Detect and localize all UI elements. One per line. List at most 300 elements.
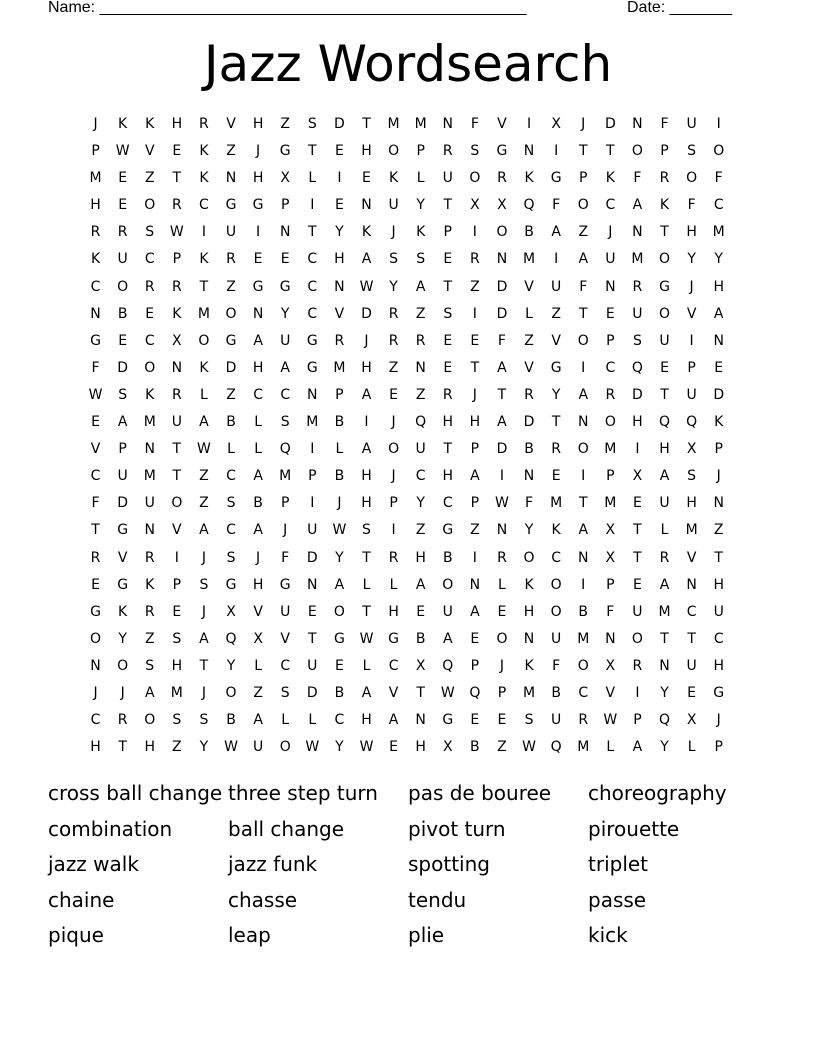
grid-letter: F	[91, 359, 100, 376]
grid-letter: U	[659, 332, 670, 349]
grid-letter: M	[523, 684, 536, 701]
grid-letter: M	[89, 170, 102, 187]
grid-letter: O	[496, 630, 508, 647]
grid-letter: R	[388, 332, 399, 349]
grid-row	[82, 517, 734, 544]
grid-letter: S	[443, 305, 453, 322]
grid-letter: V	[117, 549, 128, 566]
grid-letter: A	[361, 684, 372, 701]
grid-letter: L	[254, 441, 263, 458]
grid-letter: L	[687, 739, 696, 756]
grid-letter: Q	[686, 414, 698, 431]
grid-letter: B	[334, 468, 345, 485]
grid-letter: G	[496, 143, 508, 160]
grid-letter: Q	[469, 684, 481, 701]
grid-letter: D	[632, 386, 643, 403]
grid-letter: B	[470, 739, 480, 756]
grid-letter: T	[606, 143, 615, 160]
grid-letter: L	[281, 712, 290, 729]
grid-letter: N	[334, 278, 345, 295]
grid-letter: M	[577, 630, 590, 647]
grid-letter: S	[199, 712, 209, 729]
grid-letter: J	[499, 657, 505, 674]
grid-letter: J	[689, 278, 694, 295]
grid-letter: R	[659, 170, 670, 187]
grid-letter: C	[226, 468, 236, 485]
grid-letter: J	[93, 684, 98, 701]
grid-letter: S	[280, 684, 290, 701]
grid-letter: M	[279, 468, 292, 485]
grid-letter: C	[307, 251, 318, 268]
grid-letter: X	[172, 332, 182, 349]
grid-letter: R	[497, 549, 507, 566]
grid-letter: Y	[687, 251, 696, 268]
grid-letter: H	[659, 441, 670, 458]
grid-letter: W	[440, 684, 455, 701]
grid-letter: L	[660, 522, 669, 539]
grid-letter: O	[550, 603, 562, 620]
grid-letter: S	[226, 495, 236, 512]
grid-letter: M	[604, 495, 617, 512]
grid-letter: U	[659, 495, 670, 512]
grid-letter: Z	[470, 278, 480, 295]
grid-letter: N	[361, 197, 372, 214]
grid-letter: U	[280, 332, 291, 349]
grid-letter: R	[442, 143, 453, 160]
grid-row	[82, 301, 734, 328]
grid-row	[82, 680, 734, 707]
grid-letter: X	[497, 197, 507, 214]
grid-letter: E	[551, 468, 561, 485]
grid-letter: I	[472, 305, 477, 322]
grid-letter: M	[414, 116, 427, 132]
word-bank-item: ball change	[228, 816, 345, 841]
grid-letter: C	[144, 251, 155, 268]
grid-letter: G	[90, 603, 101, 620]
grid-letter: P	[714, 739, 723, 756]
grid-letter: H	[361, 468, 372, 485]
grid-letter: C	[605, 359, 616, 376]
grid-letter: N	[496, 251, 508, 268]
grid-letter: J	[283, 522, 288, 539]
grid-letter: E	[632, 495, 642, 512]
grid-letter: F	[633, 170, 642, 187]
grid-letter: E	[443, 332, 453, 349]
grid-letter: B	[226, 414, 236, 431]
grid-letter: B	[334, 684, 345, 701]
grid-letter: G	[279, 576, 291, 593]
grid-letter: A	[470, 468, 480, 485]
grid-letter: H	[252, 576, 264, 593]
grid-letter: C	[307, 278, 318, 295]
grid-letter: T	[687, 630, 696, 647]
grid-letter: C	[90, 278, 101, 295]
grid-letter: K	[199, 359, 209, 376]
grid-letter: H	[144, 739, 155, 756]
grid-letter: Y	[416, 197, 425, 214]
grid-letter: J	[364, 332, 369, 349]
grid-letter: L	[308, 170, 317, 187]
grid-letter: A	[280, 359, 290, 376]
grid-letter: D	[117, 359, 129, 376]
grid-letter: B	[415, 630, 426, 647]
grid-letter: V	[280, 630, 290, 647]
grid-letter: E	[632, 576, 642, 593]
word-bank-item: three step turn	[228, 781, 378, 805]
grid-letter: D	[117, 495, 129, 512]
grid-letter: T	[443, 197, 453, 214]
grid-letter: M	[712, 224, 725, 241]
grid-letter: C	[442, 495, 453, 512]
grid-letter: Z	[713, 522, 724, 539]
grid-letter: H	[686, 495, 697, 512]
grid-letter: U	[171, 414, 182, 431]
grid-letter: A	[578, 386, 589, 403]
grid-letter: G	[388, 630, 399, 647]
grid-letter: G	[442, 712, 454, 729]
grid-letter: G	[306, 359, 318, 376]
grid-letter: H	[361, 712, 372, 729]
grid-letter: E	[172, 143, 182, 160]
grid-letter: C	[280, 386, 291, 403]
grid-letter: Z	[578, 224, 589, 241]
grid-letter: N	[686, 576, 697, 593]
grid-letter: I	[635, 441, 640, 458]
grid-letter: J	[120, 684, 125, 701]
grid-letter: E	[714, 359, 724, 376]
grid-letter: H	[632, 414, 643, 431]
grid-letter: N	[307, 576, 318, 593]
grid-letter: R	[605, 386, 616, 403]
grid-letter: U	[117, 468, 128, 485]
grid-letter: E	[91, 576, 100, 593]
grid-row	[82, 572, 734, 599]
grid-letter: Y	[199, 739, 209, 756]
grid-letter: A	[578, 522, 589, 539]
grid-letter: E	[443, 251, 453, 268]
grid-letter: O	[144, 712, 156, 729]
grid-row	[82, 734, 734, 761]
grid-letter: R	[659, 549, 670, 566]
grid-letter: C	[605, 197, 616, 214]
grid-letter: K	[659, 197, 670, 214]
grid-letter: H	[252, 170, 264, 187]
word-bank-item: pique	[48, 923, 104, 947]
grid-letter: A	[144, 684, 155, 701]
grid-letter: P	[470, 657, 480, 674]
grid-letter: S	[145, 657, 155, 674]
grid-letter: X	[632, 468, 643, 485]
grid-letter: N	[632, 224, 643, 241]
grid-letter: I	[635, 684, 640, 701]
grid-letter: O	[577, 197, 589, 214]
grid-letter: S	[172, 630, 182, 647]
name-field-label: Name: ________________________________________________	[48, 0, 527, 16]
grid-letter: M	[550, 495, 563, 512]
grid-letter: P	[714, 441, 723, 458]
grid-letter: B	[551, 684, 561, 701]
grid-letter: T	[633, 522, 642, 539]
grid-letter: O	[198, 332, 210, 349]
grid-letter: T	[497, 386, 507, 403]
grid-letter: P	[308, 468, 317, 485]
grid-letter: S	[362, 522, 371, 539]
grid-letter: O	[442, 576, 454, 593]
grid-letter: E	[470, 712, 480, 729]
grid-letter: T	[578, 495, 588, 512]
grid-letter: E	[470, 630, 480, 647]
grid-letter: A	[253, 522, 263, 539]
grid-letter: Y	[226, 657, 236, 674]
grid-letter: F	[497, 332, 506, 349]
grid-letter: G	[225, 332, 237, 349]
grid-letter: E	[253, 251, 263, 268]
grid-letter: P	[579, 170, 588, 187]
grid-letter: P	[687, 359, 696, 376]
grid-letter: O	[686, 170, 698, 187]
grid-letter: U	[388, 197, 399, 214]
grid-letter: N	[90, 305, 101, 322]
grid-letter: R	[171, 386, 182, 403]
grid-letter: H	[415, 549, 426, 566]
grid-letter: L	[498, 576, 506, 593]
grid-letter: V	[524, 278, 534, 295]
grid-letter: H	[388, 603, 399, 620]
grid-letter: E	[334, 657, 344, 674]
grid-letter: H	[334, 251, 345, 268]
word-bank-item: cross ball change	[48, 781, 223, 805]
grid-row	[82, 599, 734, 626]
grid-letter: W	[115, 143, 130, 160]
grid-letter: J	[337, 495, 342, 512]
grid-letter: U	[225, 224, 237, 241]
grid-letter: W	[522, 739, 536, 756]
grid-letter: O	[144, 359, 156, 376]
grid-letter: G	[659, 278, 670, 295]
grid-letter: T	[443, 441, 453, 458]
grid-letter: R	[334, 332, 345, 349]
grid-letter: T	[308, 143, 317, 160]
grid-letter: W	[495, 495, 509, 512]
grid-letter: N	[415, 712, 426, 729]
grid-letter: X	[686, 441, 697, 458]
grid-letter: Z	[226, 278, 236, 295]
grid-letter: P	[470, 495, 480, 512]
grid-letter: Y	[551, 386, 561, 403]
grid-letter: U	[442, 170, 453, 187]
grid-letter: J	[201, 684, 206, 701]
grid-letter: G	[225, 197, 237, 214]
grid-letter: Z	[199, 468, 209, 485]
grid-letter: S	[280, 414, 290, 431]
grid-letter: I	[337, 170, 342, 187]
grid-letter: A	[659, 468, 670, 485]
grid-letter: U	[632, 603, 643, 620]
grid-letter: M	[685, 522, 698, 539]
grid-letter: U	[551, 278, 562, 295]
grid-letter: C	[90, 468, 101, 485]
grid-letter: K	[145, 576, 155, 593]
grid-letter: K	[118, 116, 128, 132]
grid-row	[82, 707, 734, 734]
grid-letter: R	[144, 278, 155, 295]
grid-letter: Q	[523, 197, 535, 214]
grid-row	[82, 192, 734, 219]
grid-letter: R	[578, 712, 589, 729]
word-bank-item: combination	[48, 816, 173, 841]
grid-letter: U	[686, 386, 697, 403]
grid-letter: T	[308, 224, 317, 241]
grid-row	[82, 626, 734, 653]
grid-letter: P	[497, 684, 507, 701]
grid-letter: P	[660, 143, 669, 160]
grid-letter: S	[389, 251, 399, 268]
grid-letter: T	[416, 684, 425, 701]
grid-letter: T	[172, 441, 182, 458]
grid-letter: O	[577, 441, 589, 458]
grid-letter: T	[633, 549, 642, 566]
grid-letter: R	[388, 549, 399, 566]
grid-letter: M	[631, 251, 644, 268]
grid-letter: Q	[442, 657, 454, 674]
grid-letter: N	[577, 414, 589, 431]
grid-letter: T	[362, 549, 371, 566]
grid-letter: C	[388, 657, 399, 674]
grid-letter: F	[281, 549, 290, 566]
grid-letter: U	[632, 305, 643, 322]
grid-letter: F	[714, 170, 723, 187]
grid-letter: Y	[714, 251, 723, 268]
grid-letter: P	[172, 576, 182, 593]
grid-letter: X	[442, 739, 453, 756]
grid-letter: R	[117, 224, 128, 241]
grid-letter: L	[389, 576, 398, 593]
grid-letter: J	[716, 712, 721, 729]
grid-letter: O	[388, 143, 400, 160]
grid-letter: P	[443, 224, 452, 241]
grid-letter: N	[225, 170, 237, 187]
grid-letter: I	[581, 359, 586, 376]
grid-letter: A	[117, 414, 128, 431]
grid-letter: Y	[660, 684, 669, 701]
grid-letter: H	[713, 278, 724, 295]
grid-letter: R	[442, 386, 453, 403]
word-bank-item: chaine	[48, 887, 115, 912]
word-bank-item: passe	[588, 887, 647, 912]
grid-letter: G	[252, 197, 264, 214]
grid-letter: M	[306, 414, 319, 431]
grid-row	[82, 138, 734, 165]
grid-letter: P	[280, 495, 290, 512]
grid-letter: Z	[172, 739, 182, 756]
grid-letter: A	[253, 332, 263, 349]
grid-letter: Z	[470, 522, 480, 539]
grid-letter: Y	[118, 630, 127, 647]
grid-letter: N	[144, 522, 155, 539]
grid-letter: L	[525, 305, 533, 322]
grid-letter: O	[90, 630, 102, 647]
grid-letter: E	[443, 359, 453, 376]
grid-letter: N	[523, 468, 535, 485]
grid-letter: P	[633, 712, 642, 729]
grid-letter: A	[470, 603, 480, 620]
grid-letter: O	[388, 441, 400, 458]
grid-letter: C	[199, 197, 209, 214]
grid-letter: M	[604, 441, 617, 458]
grid-letter: K	[524, 576, 534, 593]
grid-letter: C	[415, 468, 426, 485]
word-bank-row	[48, 776, 788, 812]
grid-letter: H	[713, 657, 724, 674]
grid-letter: R	[199, 116, 209, 132]
word-bank-item: spotting	[408, 852, 490, 876]
word-bank-row	[48, 918, 788, 954]
grid-letter: Z	[280, 116, 290, 132]
grid-letter: G	[333, 630, 345, 647]
grid-letter: A	[713, 305, 724, 322]
grid-letter: H	[415, 739, 426, 756]
letter-grid	[82, 111, 734, 761]
grid-letter: E	[118, 170, 128, 187]
grid-letter: G	[90, 332, 101, 349]
grid-letter: M	[577, 739, 590, 756]
grid-letter: W	[603, 712, 618, 729]
grid-letter: L	[362, 576, 371, 593]
grid-letter: R	[469, 251, 480, 268]
grid-letter: F	[552, 197, 561, 214]
grid-letter: N	[632, 116, 643, 132]
page-title: Jazz Wordsearch	[203, 35, 613, 93]
grid-letter: O	[577, 657, 589, 674]
grid-letter: G	[550, 170, 562, 187]
grid-letter: O	[659, 305, 671, 322]
grid-letter: O	[496, 224, 508, 241]
grid-letter: R	[632, 657, 643, 674]
grid-letter: N	[605, 630, 616, 647]
grid-row	[82, 219, 734, 246]
grid-letter: U	[442, 603, 453, 620]
grid-letter: K	[145, 116, 155, 132]
grid-letter: E	[118, 332, 128, 349]
grid-letter: L	[416, 170, 425, 187]
grid-letter: R	[415, 332, 426, 349]
grid-letter: G	[306, 332, 318, 349]
grid-letter: F	[91, 495, 100, 512]
word-bank-row	[48, 847, 788, 883]
grid-letter: F	[525, 495, 534, 512]
grid-letter: A	[199, 414, 209, 431]
grid-row	[82, 355, 734, 382]
grid-letter: Z	[551, 305, 561, 322]
grid-letter: V	[334, 305, 345, 322]
grid-letter: S	[687, 143, 697, 160]
grid-letter: Y	[335, 224, 344, 241]
word-bank-item: leap	[228, 923, 271, 947]
grid-letter: C	[253, 386, 263, 403]
grid-letter: M	[197, 305, 210, 322]
grid-letter: I	[201, 224, 206, 241]
grid-letter: U	[307, 522, 318, 539]
grid-letter: C	[713, 197, 724, 214]
word-bank-row	[48, 812, 788, 848]
grid-letter: T	[172, 170, 182, 187]
grid-letter: I	[310, 495, 315, 512]
grid-letter: N	[523, 630, 535, 647]
grid-letter: X	[280, 170, 290, 187]
grid-letter: O	[117, 278, 129, 295]
grid-letter: O	[144, 197, 156, 214]
grid-letter: C	[307, 305, 318, 322]
